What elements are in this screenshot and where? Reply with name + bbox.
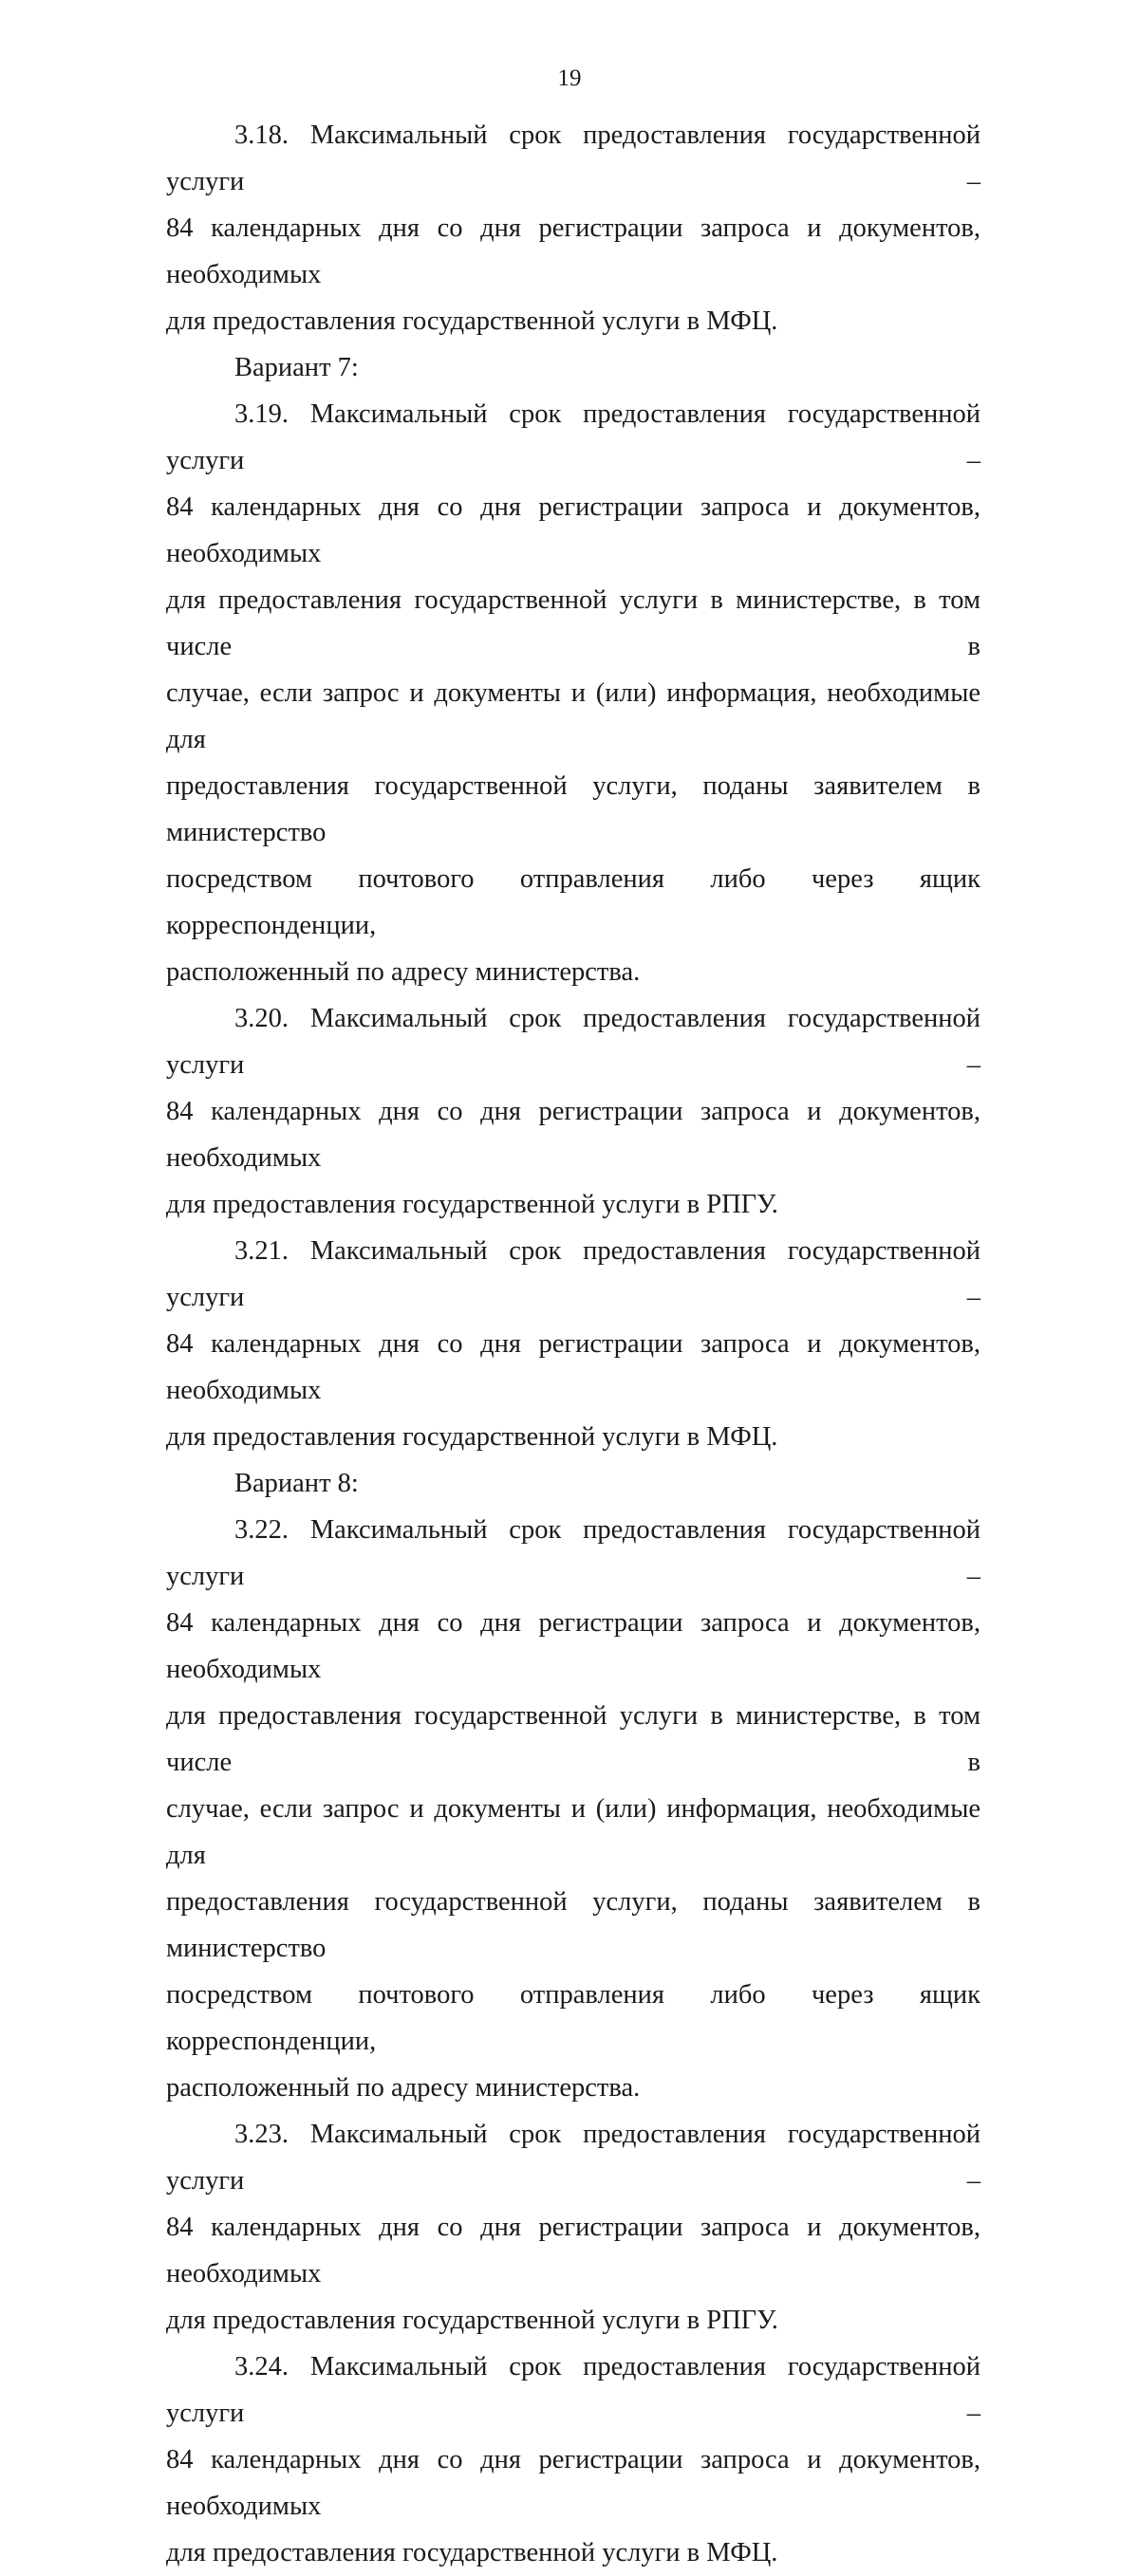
paragraph-3-23 <box>166 2111 980 2344</box>
text-line: для предоставления государственной услуги в МФЦ. <box>166 306 778 336</box>
text-line: предоставления государственной услуги, поданы заявителем в министерство <box>166 771 980 847</box>
text-line: для предоставления государственной услуги в министерстве, в том числе в <box>166 1701 980 1777</box>
text-line: 84 календарных дня со дня регистрации запроса и документов, необходимых <box>166 1608 980 1684</box>
paragraph-3-20 <box>166 995 980 1228</box>
text-line: для предоставления государственной услуги в РПГУ. <box>166 1190 778 1219</box>
text-line: 84 календарных дня со дня регистрации запроса и документов, необходимых <box>166 2445 980 2521</box>
text-line: 3.20. Максимальный срок предоставления государственной услуги – <box>166 1004 980 1080</box>
text-line: предоставления государственной услуги, поданы заявителем в министерство <box>166 1887 980 1963</box>
paragraph-3-24 <box>166 2344 980 2576</box>
page-number: 19 <box>557 65 582 91</box>
text-line: Вариант 7: <box>234 353 359 382</box>
variant-7-heading <box>166 344 980 391</box>
text-line: 84 календарных дня со дня регистрации запроса и документов, необходимых <box>166 2213 980 2289</box>
text-line: расположенный по адресу министерства. <box>166 2073 641 2103</box>
paragraph-3-21 <box>166 1228 980 1460</box>
text-line: для предоставления государственной услуги в МФЦ. <box>166 1422 778 1452</box>
variant-8-heading <box>166 1460 980 1507</box>
text-line: 3.24. Максимальный срок предоставления государственной услуги – <box>166 2352 980 2428</box>
text-line: посредством почтового отправления либо через ящик корреспонденции, <box>166 1980 980 2056</box>
paragraph-3-22 <box>166 1507 980 2111</box>
text-line: расположенный по адресу министерства. <box>166 957 641 987</box>
text-line: 84 календарных дня со дня регистрации запроса и документов, необходимых <box>166 1329 980 1405</box>
text-line: 3.21. Максимальный срок предоставления государственной услуги – <box>166 1236 980 1312</box>
text-line: случае, если запрос и документы и (или) информация, необходимые для <box>166 678 980 754</box>
text-line: 84 календарных дня со дня регистрации запроса и документов, необходимых <box>166 492 980 568</box>
text-line: для предоставления государственной услуги в МФЦ. <box>166 2538 778 2567</box>
text-line: 3.18. Максимальный срок предоставления государственной услуги – <box>166 120 980 196</box>
document-body <box>166 112 980 2576</box>
paragraph-3-18 <box>166 112 980 344</box>
text-line: Вариант 8: <box>234 1469 359 1498</box>
text-line: 84 календарных дня со дня регистрации запроса и документов, необходимых <box>166 213 980 289</box>
text-line: посредством почтового отправления либо через ящик корреспонденции, <box>166 864 980 940</box>
text-line: для предоставления государственной услуги в министерстве, в том числе в <box>166 585 980 661</box>
text-line: 84 календарных дня со дня регистрации запроса и документов, необходимых <box>166 1097 980 1173</box>
text-line: 3.19. Максимальный срок предоставления государственной услуги – <box>166 399 980 475</box>
paragraph-3-19 <box>166 391 980 995</box>
text-line: случае, если запрос и документы и (или) информация, необходимые для <box>166 1794 980 1870</box>
text-line: для предоставления государственной услуги в РПГУ. <box>166 2306 778 2335</box>
text-line: 3.23. Максимальный срок предоставления государственной услуги – <box>166 2120 980 2196</box>
text-line: 3.22. Максимальный срок предоставления государственной услуги – <box>166 1515 980 1591</box>
